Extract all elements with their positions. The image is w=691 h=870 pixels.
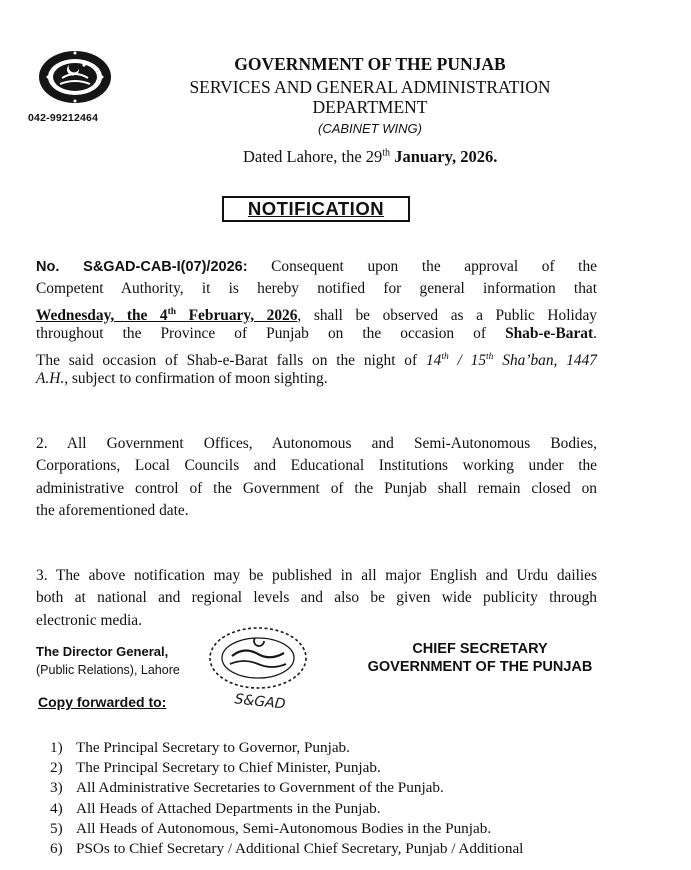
para3-line1: 3. The above notification may be published in all major English and Urdu dailies bbox=[36, 567, 597, 584]
recipient-line2: (Public Relations), Lahore bbox=[36, 663, 180, 677]
govt-heading: GOVERNMENT OF THE PUNJAB bbox=[234, 54, 506, 74]
signatory-block bbox=[346, 640, 614, 676]
recipient-line1: The Director General, bbox=[36, 644, 169, 659]
notification-title-text: NOTIFICATION bbox=[247, 198, 385, 219]
para1-line6: A.H., subject to confirmation of moon sighting. bbox=[36, 369, 328, 387]
department-heading-cont: DEPARTMENT bbox=[312, 97, 428, 117]
list-item: 5) All Heads of Autonomous, Semi-Autonomous Bodies in the Punjab. bbox=[50, 819, 492, 837]
paragraph-2 bbox=[36, 433, 597, 523]
para1-line4: throughout the Province of Punjab on the occasion of Shab-e-Barat. bbox=[36, 325, 597, 343]
recipient-block bbox=[36, 643, 180, 679]
para2-line1: 2. All Government Offices, Autonomous and Semi-Autonomous Bodies, bbox=[36, 435, 597, 452]
para2-line2: Corporations, Local Councils and Educational Institutions working under the bbox=[36, 457, 597, 475]
para1-line3 bbox=[36, 301, 597, 323]
para3-line3: electronic media. bbox=[36, 611, 142, 629]
official-stamp-icon bbox=[200, 624, 318, 714]
punjab-government-logo-icon bbox=[36, 48, 114, 106]
date-prefix: Dated Lahore, the 29 bbox=[243, 147, 383, 166]
para2-line4: the aforementioned date. bbox=[36, 502, 189, 520]
paragraph-3 bbox=[36, 565, 597, 632]
notification-title bbox=[222, 196, 410, 222]
occasion-name: Shab-e-Barat bbox=[505, 325, 594, 343]
wing-heading: (CABINET WING) bbox=[318, 121, 422, 136]
list-item: 4) All Heads of Attached Departments in the Punjab. bbox=[50, 799, 381, 817]
holiday-date: Wednesday, the 4th February, 2026 bbox=[36, 306, 298, 324]
phone-number: 042-99212464 bbox=[28, 112, 99, 124]
para1-line1-text: Consequent upon the approval of the bbox=[271, 258, 597, 275]
para1-line5: The said occasion of Shab-e-Barat falls on the night of 14th / 15th Sha’ban, 1447 bbox=[36, 351, 597, 369]
department-heading: SERVICES AND GENERAL ADMINISTRATION bbox=[189, 77, 551, 97]
list-item: 1) The Principal Secretary to Governor, Punjab. bbox=[50, 739, 350, 756]
signatory-title: CHIEF SECRETARY bbox=[412, 641, 548, 657]
paragraph-1 bbox=[36, 256, 597, 390]
list-item: 3) All Administrative Secretaries to Government of the Punjab. bbox=[50, 779, 444, 797]
para1-line2: Competent Authority, it is hereby notified for general information that bbox=[36, 280, 597, 298]
para1-line3-text: , shall be observed as a Public Holiday bbox=[297, 306, 597, 324]
list-item: 2) The Principal Secretary to Chief Minister, Punjab. bbox=[50, 759, 381, 777]
para2-line3: administrative control of the Government of the Punjab shall remain closed on bbox=[36, 479, 597, 497]
date-suffix: January, 2026. bbox=[390, 147, 498, 166]
dated-line bbox=[243, 147, 497, 167]
date-sup: th bbox=[382, 147, 391, 159]
copy-forwarded-heading: Copy forwarded to: bbox=[38, 694, 167, 710]
signatory-office: GOVERNMENT OF THE PUNJAB bbox=[367, 659, 593, 675]
para3-line2: both at national and regional levels and also be given wide publicity through bbox=[36, 589, 597, 607]
list-item: 6) PSOs to Chief Secretary / Additional Chief Secretary, Punjab / Additional bbox=[50, 840, 524, 858]
stamp-text: S&GAD bbox=[233, 691, 287, 713]
para1-line1 bbox=[36, 256, 597, 278]
copy-list bbox=[50, 738, 523, 859]
reference-number: No. S&GAD-CAB-I(07)/2026: bbox=[36, 259, 248, 275]
